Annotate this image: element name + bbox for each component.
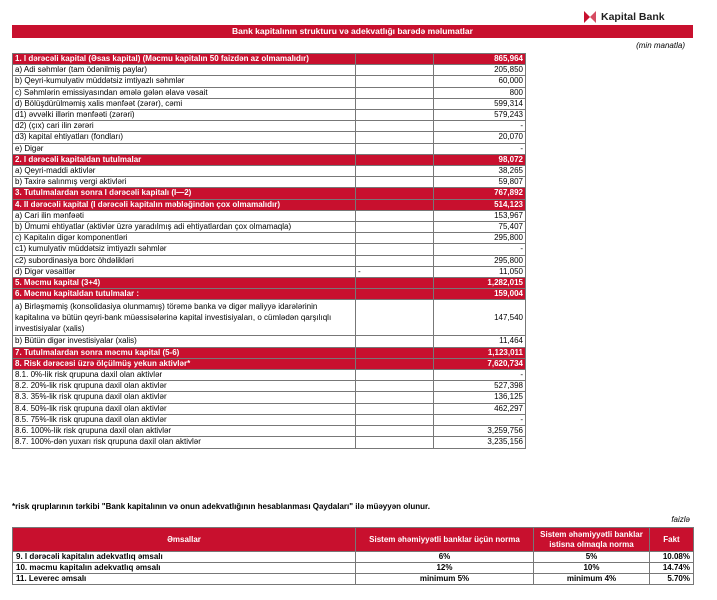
table-row [13,358,526,369]
row-value: 3,235,156 [434,437,526,448]
table-row [13,370,526,381]
row-value: 800 [434,87,526,98]
ratio-fact: 5.70% [650,574,694,585]
row-value: 11,050 [434,266,526,277]
table-row [13,300,526,336]
row-value: 514,123 [434,199,526,210]
row-mid [356,414,434,425]
row-value: 1,123,011 [434,347,526,358]
table-row [13,437,526,448]
row-value: 462,297 [434,403,526,414]
row-label: b) Ümumi ehtiyatlar (aktivlər üzrə yaradılmış adi ehtiyatlardan çox olmamaqla) [13,222,356,233]
row-label: d) Digər vəsaitlər [13,266,356,277]
row-label: 8.7. 100%-dən yuxarı risk qrupuna daxil olan aktivlər [13,437,356,448]
row-value: - [434,370,526,381]
ratio-fact: 14.74% [650,563,694,574]
row-label: d1) əvvəlki illərin mənfəəti (zərəri) [13,110,356,121]
brand-name: Kapital Bank [601,11,665,23]
row-value: 38,265 [434,166,526,177]
row-mid [356,222,434,233]
table-row [13,266,526,277]
table-row [13,278,526,289]
row-label: d) Bölüşdürülməmiş xalis mənfəət (zərər), cəmi [13,98,356,109]
kapital-bank-logo-icon [583,10,597,24]
row-value: 75,407 [434,222,526,233]
ratio-header-systemic: Sistem əhəmiyyətli banklar üçün norma [356,528,534,552]
row-value: 579,243 [434,110,526,121]
row-mid [356,244,434,255]
table-row [13,98,526,109]
row-value: - [434,121,526,132]
row-mid [356,336,434,347]
ratio-header-row [13,528,694,552]
row-value: 295,800 [434,233,526,244]
table-row [13,255,526,266]
row-mid [356,370,434,381]
row-mid [356,110,434,121]
table-row [13,414,526,425]
row-value: 865,964 [434,54,526,65]
ratio-unit-note: faizlə [671,515,690,524]
row-label: 8.2. 20%-lik risk qrupuna daxil olan aktivlər [13,381,356,392]
row-label: a) Qeyri-maddi aktivlər [13,166,356,177]
capital-structure-table [12,53,526,449]
row-value: 205,850 [434,65,526,76]
table-row [13,110,526,121]
ratio-table-body [13,528,694,585]
ratio-systemic-norm: 6% [356,552,534,563]
table-row [13,87,526,98]
row-label: 1. I dərəcəli kapital (Əsas kapital) (Məcmu kapitalın 50 faizdən az olmamalıdır) [13,54,356,65]
row-mid [356,121,434,132]
row-label: d2) (çıx) cari ilin zərəri [13,121,356,132]
row-value: 527,398 [434,381,526,392]
row-label: b) Qeyri-kumulyativ müddətsiz imtiyazlı səhmlər [13,76,356,87]
row-label: a) Birləşməmiş (konsolidasiya olunmamış) törəmə banka və digər maliyyə idarələrinin kapitalına və bütün qeyri-bank müəssisələrinə kapital investisiyaları, o cümlədən qarşılıqlı investisiyalar (xalis) [13,300,356,336]
row-value: 767,892 [434,188,526,199]
row-mid [356,437,434,448]
row-value: 20,070 [434,132,526,143]
row-value: 153,967 [434,210,526,221]
row-mid [356,132,434,143]
table-row [13,177,526,188]
row-label: 8. Risk dərəcəsi üzrə ölçülmüş yekun aktivlər* [13,358,356,369]
table-row [13,426,526,437]
table-row [13,210,526,221]
row-label: 8.5. 75%-lik risk qrupuna daxil olan aktivlər [13,414,356,425]
table-row [13,336,526,347]
table-row [13,381,526,392]
ratio-header-name: Əmsallar [13,528,356,552]
adequacy-ratio-table [12,527,694,585]
row-mid [356,210,434,221]
row-label: 3. Tutulmalardan sonra I dərəcəli kapitalı (I—2) [13,188,356,199]
row-mid [356,403,434,414]
table-row [13,244,526,255]
row-mid [356,255,434,266]
row-mid [356,177,434,188]
table-row [13,199,526,210]
ratio-fact: 10.08% [650,552,694,563]
row-value: 1,282,015 [434,278,526,289]
row-label: c) Səhmlərin emissiyasından əmələ gələn əlavə vəsait [13,87,356,98]
ratio-name: 10. məcmu kapitalın adekvatlıq əmsalı [13,563,356,574]
row-value: 295,800 [434,255,526,266]
table-row [13,154,526,165]
ratio-row [13,563,694,574]
table-row [13,233,526,244]
row-value: 159,004 [434,289,526,300]
table-row [13,403,526,414]
row-mid [356,98,434,109]
row-mid [356,154,434,165]
ratio-systemic-norm: 12% [356,563,534,574]
ratio-name: 11. Leverec əmsalı [13,574,356,585]
table-row [13,289,526,300]
row-label: 7. Tutulmalardan sonra məcmu kapital (5-6) [13,347,356,358]
row-value: 98,072 [434,154,526,165]
ratio-row [13,552,694,563]
row-label: 8.1. 0%-lik risk qrupuna daxil olan aktivlər [13,370,356,381]
row-value: 11,464 [434,336,526,347]
row-mid [356,278,434,289]
row-value: 7,620,734 [434,358,526,369]
table-row [13,347,526,358]
row-label: 8.3. 35%-lik risk qrupuna daxil olan aktivlər [13,392,356,403]
ratio-name: 9. I dərəcəli kapitalın adekvatlıq əmsalı [13,552,356,563]
row-value: - [434,414,526,425]
row-mid [356,76,434,87]
table-row [13,54,526,65]
row-mid [356,199,434,210]
table-row [13,143,526,154]
row-label: c2) subordinasiya borc öhdəlikləri [13,255,356,266]
row-value: - [434,244,526,255]
table-row [13,65,526,76]
row-mid: - [356,266,434,277]
row-mid [356,347,434,358]
table-row [13,76,526,87]
row-mid [356,300,434,336]
row-label: 5. Məcmu kapital (3+4) [13,278,356,289]
capital-table-body [13,54,526,449]
row-label: c) Kapitalın digər komponentləri [13,233,356,244]
row-label: a) Adi səhmlər (tam ödənilmiş paylar) [13,65,356,76]
row-value: 3,259,756 [434,426,526,437]
ratio-non-systemic-norm: 10% [534,563,650,574]
row-label: 8.4. 50%-lik risk qrupuna daxil olan aktivlər [13,403,356,414]
row-mid [356,54,434,65]
brand-logo [583,8,693,26]
row-mid [356,188,434,199]
row-value: 59,807 [434,177,526,188]
row-mid [356,143,434,154]
row-mid [356,358,434,369]
ratio-systemic-norm: minimum 5% [356,574,534,585]
row-label: 8.6. 100%-lik risk qrupuna daxil olan aktivlər [13,426,356,437]
row-mid [356,381,434,392]
row-mid [356,426,434,437]
ratio-header-fact: Fakt [650,528,694,552]
row-label: 2. I dərəcəli kapitaldan tutulmalar [13,154,356,165]
ratio-header-non-systemic: Sistem əhəmiyyətli banklar istisna olmaqla norma [534,528,650,552]
row-value: 147,540 [434,300,526,336]
row-label: 4. II dərəcəli kapital (I dərəcəli kapitalın məbləğindən çox olmamalıdır) [13,199,356,210]
ratio-row [13,574,694,585]
unit-note: (min manatla) [636,41,685,50]
row-value: 60,000 [434,76,526,87]
table-row [13,121,526,132]
row-label: b) Taxirə salınmış vergi aktivləri [13,177,356,188]
row-mid [356,65,434,76]
row-mid [356,233,434,244]
page-title: Bank kapitalının strukturu və adekvatlığı barədə məlumatlar [12,25,693,38]
table-row [13,188,526,199]
table-row [13,222,526,233]
row-label: a) Cari ilin mənfəəti [13,210,356,221]
row-label: b) Bütün digər investisiyalar (xalis) [13,336,356,347]
row-label: c1) kumulyativ müddətsiz imtiyazlı səhmlər [13,244,356,255]
row-label: e) Digər [13,143,356,154]
ratio-non-systemic-norm: minimum 4% [534,574,650,585]
row-value: 136,125 [434,392,526,403]
table-row [13,166,526,177]
row-mid [356,392,434,403]
row-mid [356,87,434,98]
row-value: 599,314 [434,98,526,109]
footnote: *risk qruplarının tərkibi "Bank kapitalının və onun adekvatlığının hesablanması Qaydaları" ilə müəyyən olunur. [12,502,430,511]
row-mid [356,289,434,300]
table-row [13,132,526,143]
row-label: 6. Məcmu kapitaldan tutulmalar : [13,289,356,300]
row-mid [356,166,434,177]
row-label: d3) kapital ehtiyatları (fondları) [13,132,356,143]
row-value: - [434,143,526,154]
table-row [13,392,526,403]
ratio-non-systemic-norm: 5% [534,552,650,563]
